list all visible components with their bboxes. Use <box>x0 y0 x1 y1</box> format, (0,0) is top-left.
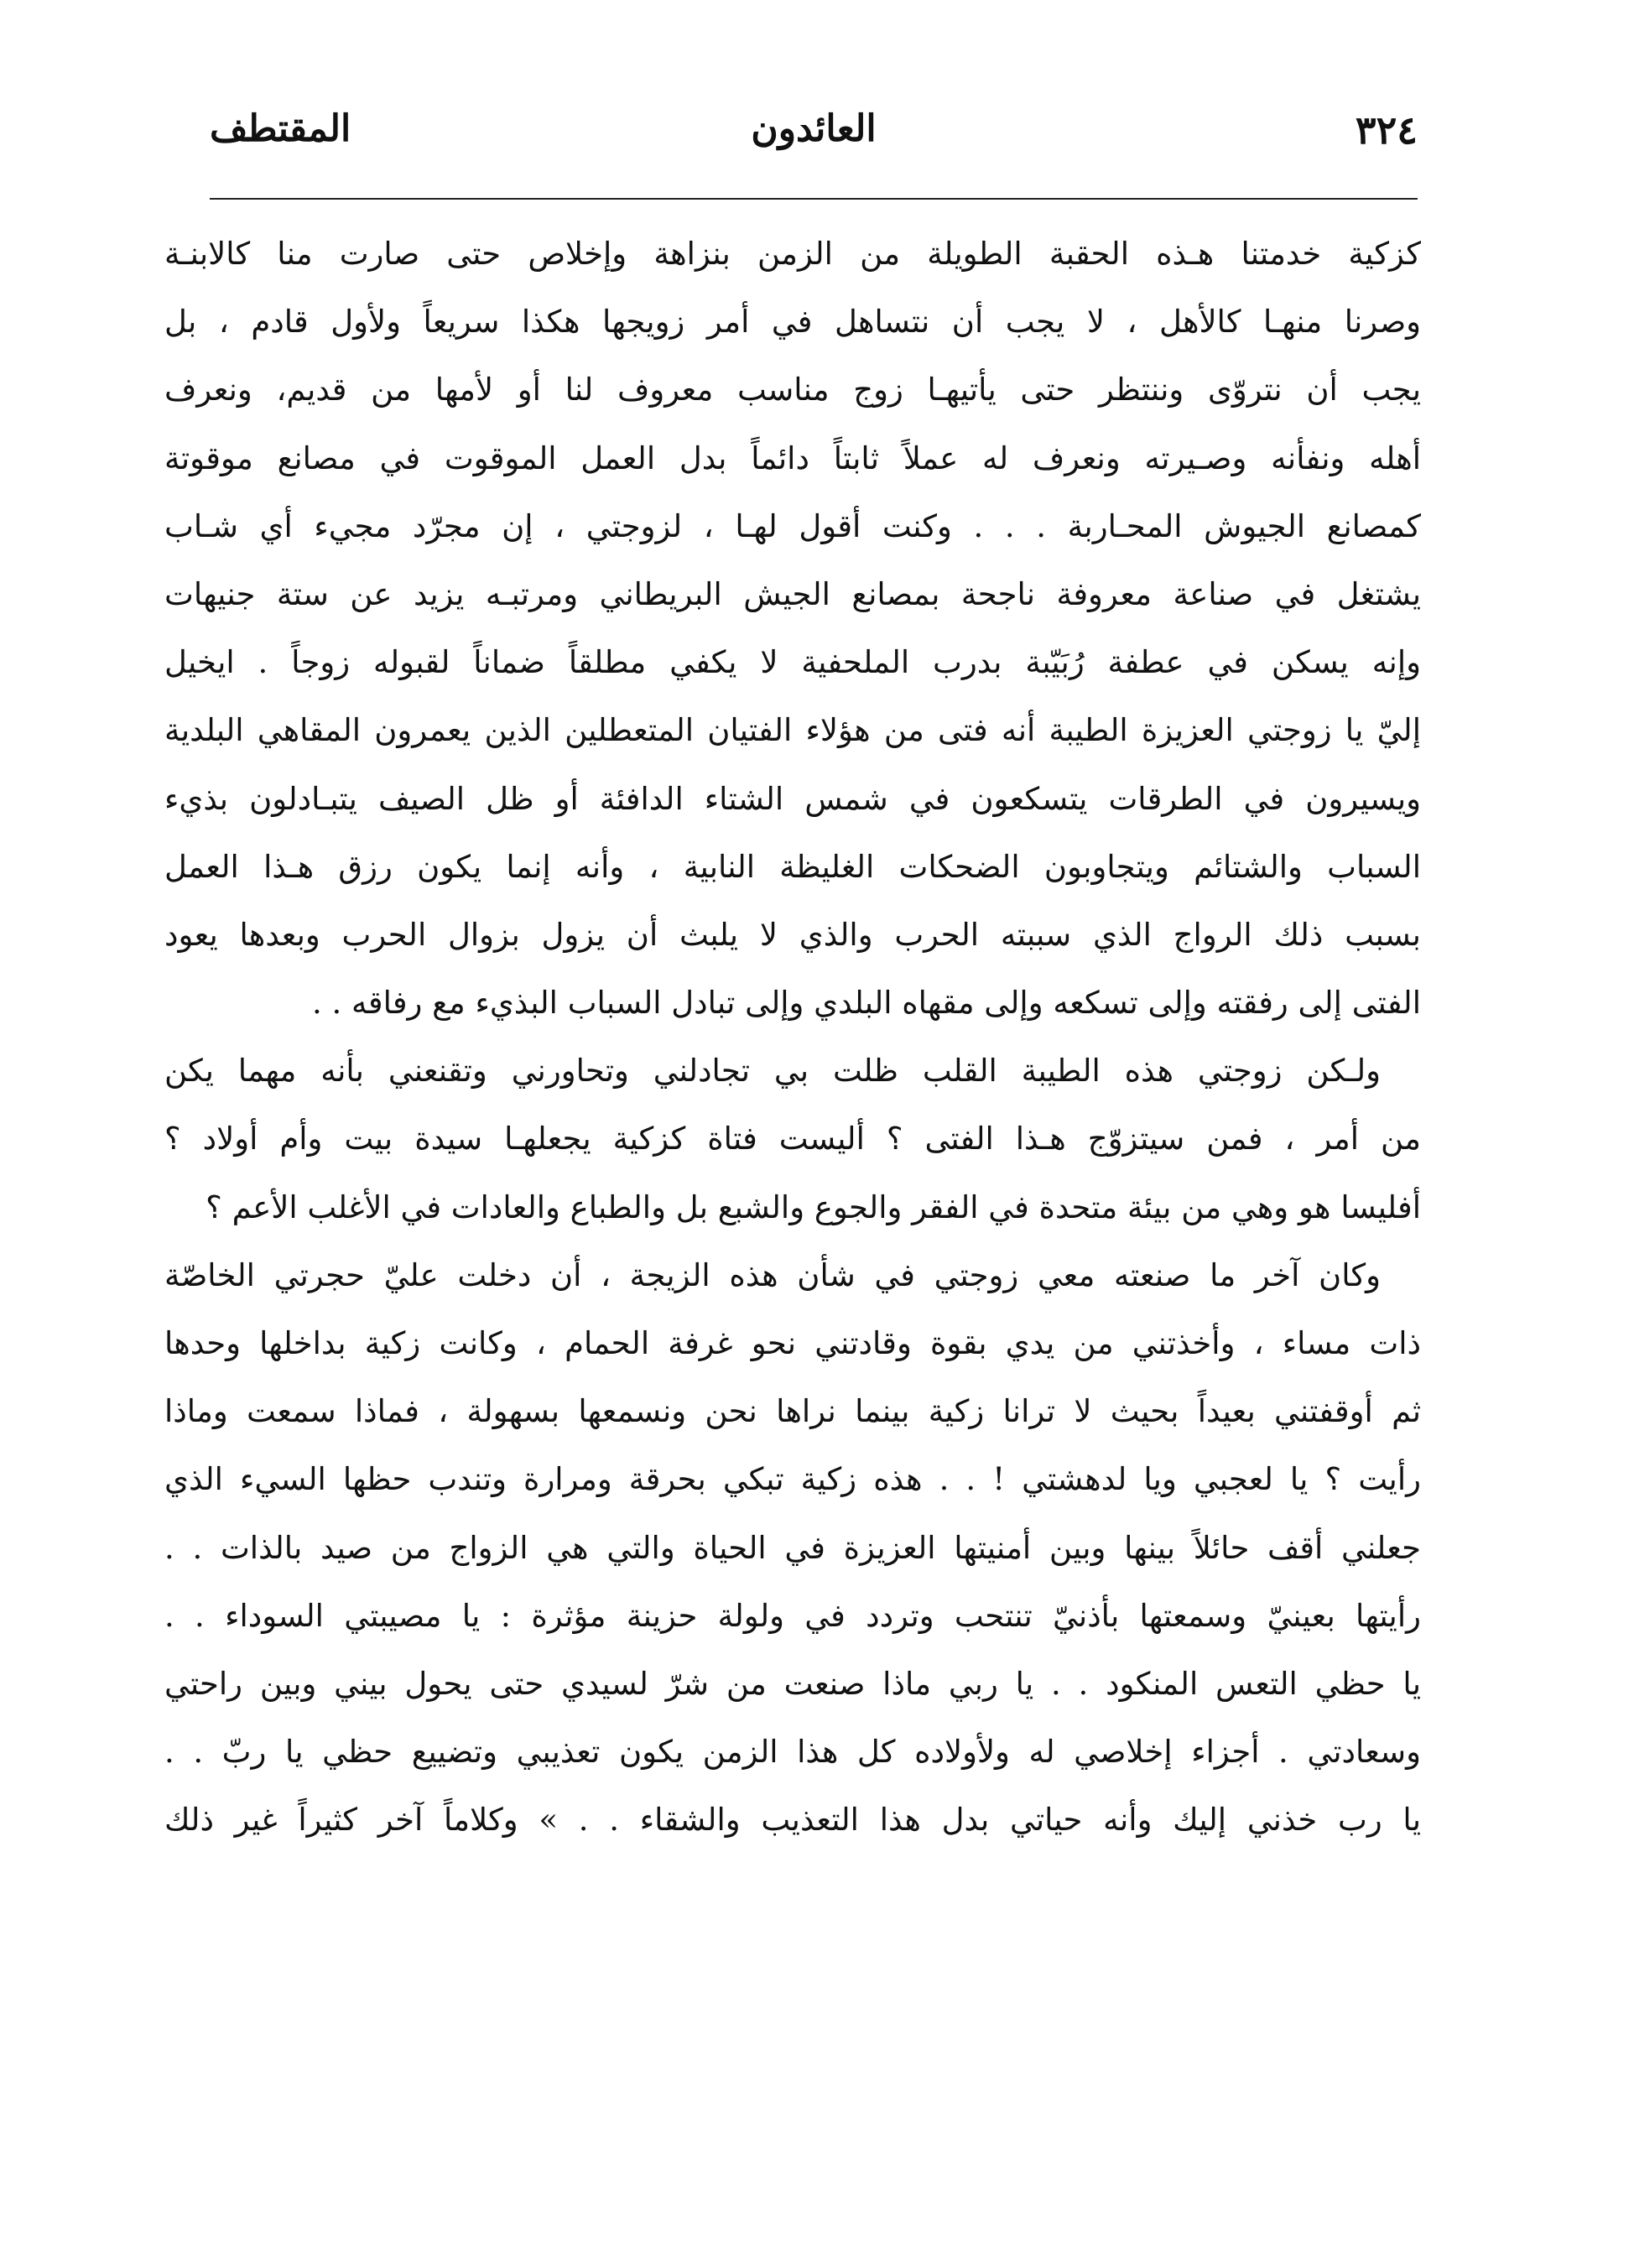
text-line: وسعادتي . أجزاء إخلاصي له ولأولاده كل هذا الزمن يكون تعذيبي وتضييع حظي يا ربّ . . <box>164 1734 1421 1771</box>
text-line: جعلني أقف حائلاً بينها وبين أمنيتها العزيزة في الحياة والتي هي الزواج من صيد بالذات . . <box>164 1529 1421 1566</box>
text-line: يا رب خذني إليك وأنه حياتي بدل هذا التعذيب والشقاء . . » وكلاماً آخر كثيراً غير ذلك <box>164 1802 1421 1839</box>
page-number: ٣٢٤ <box>1355 107 1418 153</box>
text-line: يا حظي التعس المنكود . . يا ربي ماذا صنعت من شرّ لسيدي حتى يحول بيني وبين راحتي <box>164 1665 1421 1702</box>
text-line: كزكية خدمتنا هـذه الحقبة الطويلة من الزمن بنزاهة وإخلاص حتى صارت منا كالابنـة <box>164 236 1421 272</box>
text-line: أفليسا هو وهي من بيئة متحدة في الفقر والجوع والشبع بل والطباع والعادات في الأغلب الأعم ؟ <box>206 1189 1421 1225</box>
text-line: أهله ونفأنه وصـيرته ونعرف له عملاً ثابتاً دائماً بدل العمل الموقوت في مصانع موقوتة <box>164 440 1421 476</box>
text-line: ثم أوقفتني بعيداً بحيث لا ترانا زكية بينما نراها نحن ونسمعها بسهولة ، فماذا سمعت وماذا <box>164 1393 1421 1430</box>
text-line: كمصانع الجيوش المحـاربة . . . وكنت أقول لهـا ، لزوجتي ، إن مجرّد مجيء أي شـاب <box>164 507 1421 544</box>
text-line: ذات مساء ، وأخذتني من يدي بقوة وقادتني نحو غرفة الحمام ، وكانت زكية بداخلها وحدها <box>164 1325 1421 1361</box>
text-line: ويسيرون في الطرقات يتسكعون في شمس الشتاء الدافئة أو ظل الصيف يتبـادلون بذيء <box>164 780 1421 817</box>
text-line: من أمر ، فمن سيتزوّج هـذا الفتى ؟ أليست فتاة كزكية يجعلهـا سيدة بيت وأم أولاد ؟ <box>164 1121 1421 1157</box>
text-line: الفتى إلى رفقته وإلى تسكعه وإلى مقهاه البلدي وإلى تبادل السباب البذيء مع رفاقه . . <box>312 985 1421 1022</box>
text-line: السباب والشتائم ويتجاوبون الضحكات الغليظة النابية ، وأنه إنما يكون رزق هـذا العمل <box>164 848 1421 885</box>
journal-name: المقتطف <box>210 107 351 150</box>
text-line: بسبب ذلك الرواج الذي سببته الحرب والذي لا يلبث أن يزول بزوال الحرب وبعدها يعود <box>164 916 1421 953</box>
page-header <box>210 107 1418 174</box>
text-line: رأيتها بعينيّ وسمعتها بأذنيّ تنتحب وتردد في ولولة حزينة مؤثرة : يا مصيبتي السوداء . . <box>164 1597 1421 1634</box>
body-text <box>164 220 1421 1854</box>
text-line: إليّ يا زوجتي العزيزة الطيبة أنه فتى من هؤلاء الفتيان المتعطلين الذين يعمرون المقاهي البلدية <box>164 712 1421 749</box>
header-divider <box>210 198 1418 200</box>
text-line: وكان آخر ما صنعته معي زوجتي في شأن هذه الزيجة ، أن دخلت عليّ حجرتي الخاصّة <box>164 1256 1381 1293</box>
text-line: رأيت ؟ يا لعجبي ويا لدهشتي ! . . هذه زكية تبكي بحرقة ومرارة وتندب حظها السيء الذي <box>164 1461 1421 1498</box>
running-title: العائدون <box>751 107 877 150</box>
text-line: وصرنا منهـا كالأهل ، لا يجب أن نتساهل في أمر زويجها هكذا سريعاً ولأول قادم ، بل <box>164 304 1421 341</box>
text-line: ولـكن زوجتي هذه الطيبة القلب ظلت بي تجادلني وتحاورني وتقنعني بأنه مهما يكن <box>164 1053 1381 1090</box>
text-line: وإنه يسكن في عطفة رُبَيّبة بدرب الملحفية لا يكفي مطلقاً ضماناً لقبوله زوجاً . ايخيل <box>164 644 1421 681</box>
text-line: يجب أن نتروّى وننتظر حتى يأتيهـا زوج مناسب معروف لنا أو لأمها من قديم، ونعرف <box>164 372 1421 408</box>
text-line: يشتغل في صناعة معروفة ناجحة بمصانع الجيش البريطاني ومرتبـه يزيد عن ستة جنيهات <box>164 575 1421 612</box>
